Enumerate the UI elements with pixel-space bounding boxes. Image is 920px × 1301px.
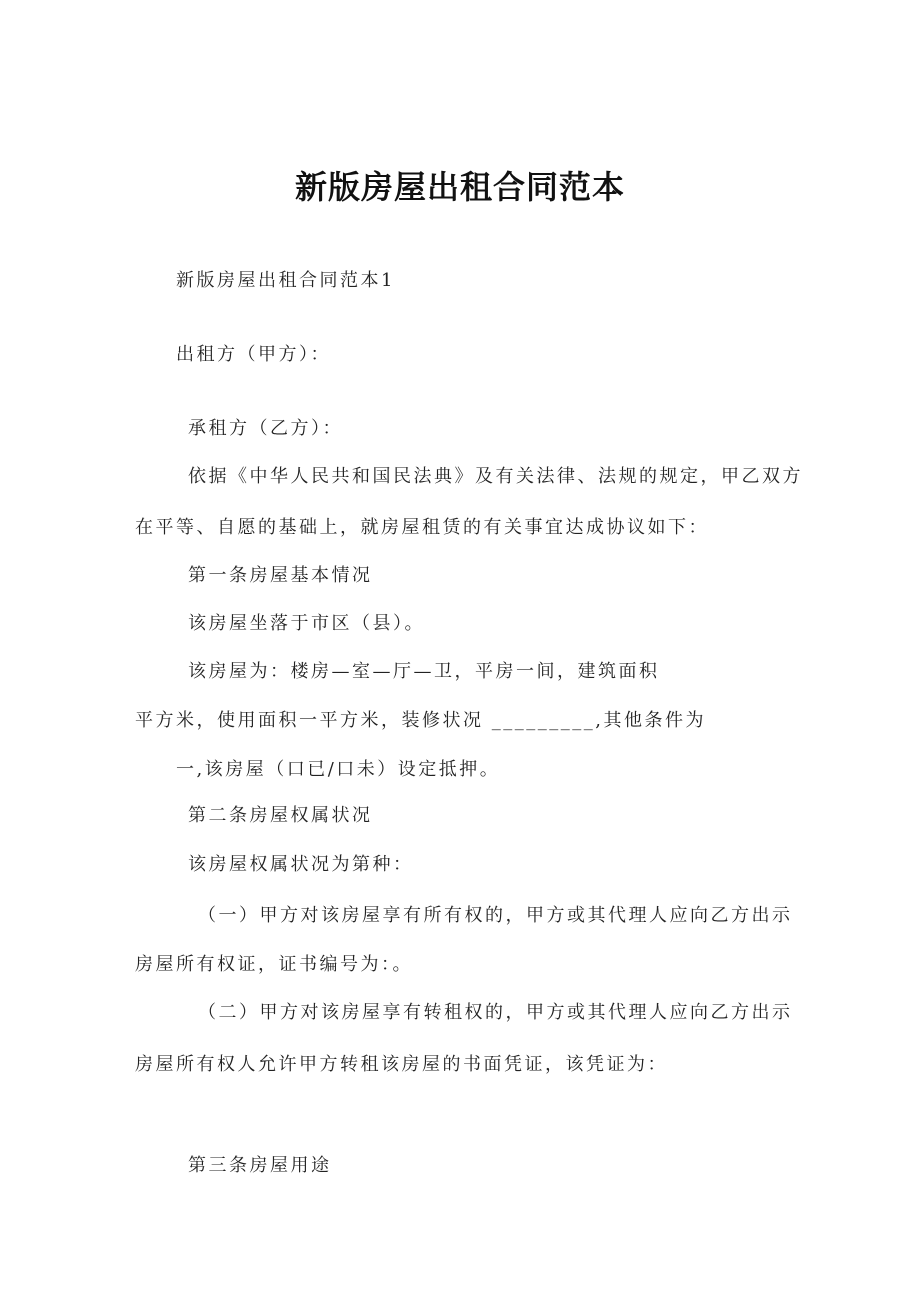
paragraph-line: 在平等、自愿的基础上，就房屋租赁的有关事宜达成协议如下：	[135, 517, 709, 538]
lessee-line: 承租方（乙方）：	[188, 418, 343, 439]
article-heading: 第一条房屋基本情况	[188, 565, 373, 586]
paragraph-line: 房屋所有权证，证书编号为：。	[135, 954, 413, 975]
paragraph-line: 该房屋坐落于市区（县）。	[188, 613, 425, 634]
document-title: 新版房屋出租合同范本	[294, 168, 625, 206]
paragraph-line: 依据《中华人民共和国民法典》及有关法律、法规的规定，甲乙双方	[188, 466, 803, 487]
paragraph-line: 平方米，使用面积一平方米，装修状况 _________,其他条件为	[135, 710, 706, 731]
contract-subtitle: 新版房屋出租合同范本1	[176, 270, 395, 291]
article-heading: 第三条房屋用途	[188, 1155, 332, 1176]
paragraph-line: 该房屋为：楼房—室—厅—卫，平房一间，建筑面积	[188, 661, 660, 682]
paragraph-line: 一,该房屋（口已/口未）设定抵押。	[176, 759, 501, 780]
paragraph-line: （一）甲方对该房屋享有所有权的，甲方或其代理人应向乙方出示	[198, 905, 793, 926]
paragraph-line: （二）甲方对该房屋享有转租权的，甲方或其代理人应向乙方出示	[198, 1002, 793, 1023]
article-heading: 第二条房屋权属状况	[188, 805, 373, 826]
paragraph-line: 该房屋权属状况为第种：	[188, 854, 414, 875]
paragraph-line: 房屋所有权人允许甲方转租该房屋的书面凭证，该凭证为：	[135, 1054, 668, 1075]
lessor-line: 出租方（甲方）：	[176, 344, 331, 365]
